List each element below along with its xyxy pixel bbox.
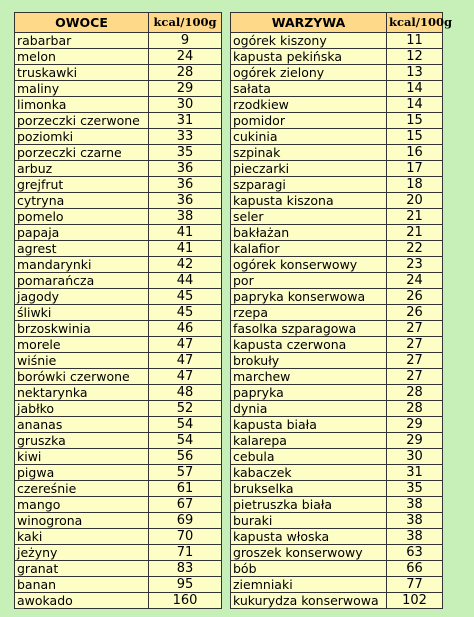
item-name-cell: awokado	[15, 593, 149, 609]
item-name-cell: winogrona	[15, 513, 149, 529]
item-name-cell: kukurydza konserwowa	[231, 593, 387, 609]
item-name-cell: jagody	[15, 289, 149, 305]
kcal-value-cell: 31	[387, 465, 443, 481]
table-row	[231, 257, 443, 273]
kcal-value-cell: 16	[387, 145, 443, 161]
vegetables-table	[230, 12, 453, 609]
table-row	[231, 65, 443, 81]
item-name-cell: sałata	[231, 81, 387, 97]
kcal-value-cell: 21	[387, 209, 443, 225]
item-name-cell: pigwa	[15, 465, 149, 481]
table-row	[15, 353, 222, 369]
kcal-value-cell: 28	[149, 65, 222, 81]
kcal-value-cell: 30	[387, 449, 443, 465]
item-name-cell: jabłko	[15, 401, 149, 417]
item-name-cell: mango	[15, 497, 149, 513]
table-row	[15, 273, 222, 289]
table-row	[15, 417, 222, 433]
kcal-value-cell: 21	[387, 225, 443, 241]
kcal-value-cell: 77	[387, 577, 443, 593]
table-row	[15, 65, 222, 81]
item-name-cell: banan	[15, 577, 149, 593]
table-row	[231, 193, 443, 209]
item-name-cell: nektarynka	[15, 385, 149, 401]
kcal-value-cell: 27	[387, 321, 443, 337]
kcal-value-cell: 44	[149, 273, 222, 289]
kcal-value-cell: 31	[149, 113, 222, 129]
kcal-value-cell: 27	[387, 337, 443, 353]
table-row	[15, 81, 222, 97]
table-row	[231, 209, 443, 225]
table-row	[231, 449, 443, 465]
item-name-cell: grejfrut	[15, 177, 149, 193]
fruits-table-body	[15, 33, 222, 609]
table-row	[15, 497, 222, 513]
item-name-cell: groszek konserwowy	[231, 545, 387, 561]
kcal-value-cell: 57	[149, 465, 222, 481]
kcal-value-cell: 13	[387, 65, 443, 81]
item-name-cell: kabaczek	[231, 465, 387, 481]
table-row	[15, 97, 222, 113]
table-row	[15, 449, 222, 465]
item-name-cell: pietruszka biała	[231, 497, 387, 513]
table-row	[231, 177, 443, 193]
table-row	[231, 305, 443, 321]
table-row	[231, 161, 443, 177]
item-name-cell: brokuły	[231, 353, 387, 369]
item-name-cell: pomelo	[15, 209, 149, 225]
kcal-value-cell: 36	[149, 193, 222, 209]
kcal-value-cell: 29	[387, 433, 443, 449]
kcal-value-cell: 47	[149, 353, 222, 369]
table-row	[15, 593, 222, 609]
table-row	[231, 49, 443, 65]
table-row	[231, 465, 443, 481]
table-row	[15, 113, 222, 129]
table-row	[231, 417, 443, 433]
kcal-value-cell: 14	[387, 81, 443, 97]
item-name-cell: agrest	[15, 241, 149, 257]
table-row	[231, 385, 443, 401]
table-row	[15, 465, 222, 481]
kcal-value-cell: 67	[149, 497, 222, 513]
table-row	[231, 561, 443, 577]
item-name-cell: por	[231, 273, 387, 289]
table-row	[15, 225, 222, 241]
kcal-value-cell: 33	[149, 129, 222, 145]
kcal-value-cell: 9	[149, 33, 222, 49]
kcal-value-cell: 27	[387, 353, 443, 369]
item-name-cell: kapusta kiszona	[231, 193, 387, 209]
kcal-value-cell: 18	[387, 177, 443, 193]
item-name-cell: poziomki	[15, 129, 149, 145]
table-row	[15, 161, 222, 177]
kcal-value-cell: 23	[387, 257, 443, 273]
table-row	[231, 289, 443, 305]
table-row	[231, 481, 443, 497]
item-name-cell: śliwki	[15, 305, 149, 321]
kcal-value-cell: 102	[387, 593, 443, 609]
table-row	[231, 433, 443, 449]
item-name-cell: ogórek kiszony	[231, 33, 387, 49]
kcal-value-cell: 14	[387, 97, 443, 113]
item-name-cell: maliny	[15, 81, 149, 97]
item-name-cell: gruszka	[15, 433, 149, 449]
item-name-cell: cytryna	[15, 193, 149, 209]
item-name-cell: kalafior	[231, 241, 387, 257]
item-name-cell: buraki	[231, 513, 387, 529]
kcal-value-cell: 15	[387, 129, 443, 145]
kcal-value-cell: 36	[149, 161, 222, 177]
item-name-cell: ogórek konserwowy	[231, 257, 387, 273]
item-name-cell: porzeczki czerwone	[15, 113, 149, 129]
kcal-value-cell: 38	[387, 497, 443, 513]
kcal-value-cell: 26	[387, 289, 443, 305]
item-name-cell: czereśnie	[15, 481, 149, 497]
item-name-cell: rabarbar	[15, 33, 149, 49]
vegetables-kcal-column-header: kcal/100g	[387, 13, 443, 33]
item-name-cell: marchew	[231, 369, 387, 385]
kcal-value-cell: 52	[149, 401, 222, 417]
table-row	[15, 385, 222, 401]
item-name-cell: szpinak	[231, 145, 387, 161]
table-row	[15, 513, 222, 529]
table-row	[231, 497, 443, 513]
item-name-cell: pomidor	[231, 113, 387, 129]
kcal-value-cell: 36	[149, 177, 222, 193]
kcal-value-cell: 45	[149, 289, 222, 305]
kcal-value-cell: 95	[149, 577, 222, 593]
table-row	[231, 113, 443, 129]
table-row	[15, 177, 222, 193]
table-row	[15, 433, 222, 449]
kcal-value-cell: 41	[149, 241, 222, 257]
table-row	[15, 529, 222, 545]
kcal-value-cell: 70	[149, 529, 222, 545]
fruits-column-header: OWOCE	[15, 13, 149, 33]
item-name-cell: kaki	[15, 529, 149, 545]
item-name-cell: truskawki	[15, 65, 149, 81]
fruits-table	[14, 12, 222, 609]
kcal-value-cell: 22	[387, 241, 443, 257]
fruits-header-row	[15, 13, 222, 33]
kcal-value-cell: 15	[387, 113, 443, 129]
item-name-cell: cebula	[231, 449, 387, 465]
item-name-cell: rzepa	[231, 305, 387, 321]
table-row	[15, 145, 222, 161]
kcal-value-cell: 27	[387, 369, 443, 385]
kcal-value-cell: 24	[387, 273, 443, 289]
kcal-value-cell: 47	[149, 369, 222, 385]
kcal-value-cell: 160	[149, 593, 222, 609]
kcal-value-cell: 29	[387, 417, 443, 433]
table-row	[15, 241, 222, 257]
item-name-cell: pomarańcza	[15, 273, 149, 289]
kcal-value-cell: 11	[387, 33, 443, 49]
item-name-cell: ziemniaki	[231, 577, 387, 593]
item-name-cell: kiwi	[15, 449, 149, 465]
kcal-value-cell: 42	[149, 257, 222, 273]
item-name-cell: papryka	[231, 385, 387, 401]
table-row	[15, 401, 222, 417]
item-name-cell: szparagi	[231, 177, 387, 193]
table-row	[15, 289, 222, 305]
table-row	[231, 225, 443, 241]
table-row	[15, 321, 222, 337]
item-name-cell: borówki czerwone	[15, 369, 149, 385]
kcal-value-cell: 20	[387, 193, 443, 209]
item-name-cell: granat	[15, 561, 149, 577]
item-name-cell: porzeczki czarne	[15, 145, 149, 161]
item-name-cell: dynia	[231, 401, 387, 417]
item-name-cell: wiśnie	[15, 353, 149, 369]
table-row	[15, 481, 222, 497]
table-row	[15, 305, 222, 321]
kcal-value-cell: 38	[149, 209, 222, 225]
kcal-value-cell: 38	[387, 513, 443, 529]
kcal-value-cell: 35	[149, 145, 222, 161]
kcal-value-cell: 63	[387, 545, 443, 561]
item-name-cell: cukinia	[231, 129, 387, 145]
table-row	[15, 257, 222, 273]
table-row	[231, 273, 443, 289]
vegetables-table-body	[231, 33, 443, 609]
item-name-cell: fasolka szparagowa	[231, 321, 387, 337]
kcal-value-cell: 46	[149, 321, 222, 337]
fruits-kcal-column-header: kcal/100g	[149, 13, 222, 33]
item-name-cell: seler	[231, 209, 387, 225]
kcal-value-cell: 41	[149, 225, 222, 241]
item-name-cell: brzoskwinia	[15, 321, 149, 337]
item-name-cell: kapusta czerwona	[231, 337, 387, 353]
kcal-value-cell: 35	[387, 481, 443, 497]
table-row	[15, 337, 222, 353]
item-name-cell: bakłażan	[231, 225, 387, 241]
item-name-cell: kalarepa	[231, 433, 387, 449]
kcal-value-cell: 54	[149, 433, 222, 449]
item-name-cell: jeżyny	[15, 545, 149, 561]
table-row	[15, 545, 222, 561]
kcal-value-cell: 56	[149, 449, 222, 465]
table-row	[231, 321, 443, 337]
table-row	[231, 353, 443, 369]
kcal-value-cell: 28	[387, 401, 443, 417]
table-row	[15, 561, 222, 577]
kcal-value-cell: 47	[149, 337, 222, 353]
item-name-cell: mandarynki	[15, 257, 149, 273]
item-name-cell: ogórek zielony	[231, 65, 387, 81]
item-name-cell: kapusta włoska	[231, 529, 387, 545]
kcal-value-cell: 45	[149, 305, 222, 321]
table-row	[231, 401, 443, 417]
table-row	[15, 193, 222, 209]
item-name-cell: limonka	[15, 97, 149, 113]
table-row	[231, 97, 443, 113]
table-row	[231, 545, 443, 561]
table-row	[231, 593, 443, 609]
table-row	[231, 33, 443, 49]
table-row	[15, 49, 222, 65]
table-row	[231, 241, 443, 257]
table-row	[231, 369, 443, 385]
table-row	[15, 577, 222, 593]
item-name-cell: brukselka	[231, 481, 387, 497]
kcal-value-cell: 28	[387, 385, 443, 401]
kcal-value-cell: 48	[149, 385, 222, 401]
kcal-value-cell: 71	[149, 545, 222, 561]
kcal-value-cell: 83	[149, 561, 222, 577]
table-row	[231, 81, 443, 97]
item-name-cell: arbuz	[15, 161, 149, 177]
item-name-cell: kapusta biała	[231, 417, 387, 433]
item-name-cell: papryka konserwowa	[231, 289, 387, 305]
kcal-value-cell: 66	[387, 561, 443, 577]
item-name-cell: rzodkiew	[231, 97, 387, 113]
kcal-value-cell: 30	[149, 97, 222, 113]
table-row	[231, 129, 443, 145]
kcal-value-cell: 38	[387, 529, 443, 545]
table-row	[15, 33, 222, 49]
item-name-cell: morele	[15, 337, 149, 353]
kcal-value-cell: 61	[149, 481, 222, 497]
table-row	[15, 209, 222, 225]
kcal-value-cell: 54	[149, 417, 222, 433]
item-name-cell: pieczarki	[231, 161, 387, 177]
table-row	[231, 513, 443, 529]
kcal-value-cell: 26	[387, 305, 443, 321]
kcal-value-cell: 24	[149, 49, 222, 65]
table-row	[231, 529, 443, 545]
item-name-cell: melon	[15, 49, 149, 65]
kcal-value-cell: 12	[387, 49, 443, 65]
item-name-cell: ananas	[15, 417, 149, 433]
item-name-cell: kapusta pekińska	[231, 49, 387, 65]
item-name-cell: bób	[231, 561, 387, 577]
vegetables-column-header: WARZYWA	[231, 13, 387, 33]
kcal-value-cell: 29	[149, 81, 222, 97]
item-name-cell: papaja	[15, 225, 149, 241]
table-row	[15, 129, 222, 145]
kcal-value-cell: 69	[149, 513, 222, 529]
vegetables-header-row	[231, 13, 443, 33]
table-row	[231, 337, 443, 353]
table-row	[231, 577, 443, 593]
table-row	[231, 145, 443, 161]
kcal-value-cell: 17	[387, 161, 443, 177]
table-row	[15, 369, 222, 385]
